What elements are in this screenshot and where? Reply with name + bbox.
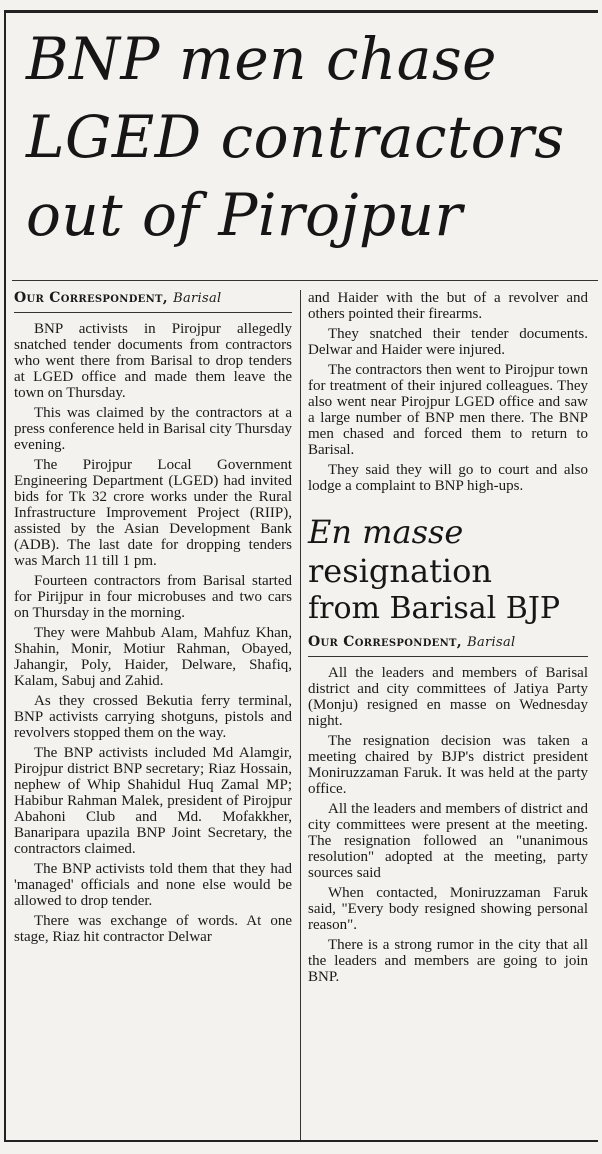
column-divider: [300, 290, 301, 1140]
story2-paragraph: There is a strong rumor in the city that all the leaders and members are going to join BNP.: [308, 937, 588, 985]
top-rule: [4, 10, 598, 13]
headline-line-1: BNP men chase: [26, 25, 497, 93]
story1-paragraph: Fourteen contractors from Barisal started for Pirijpur in four microbuses and two cars on Thursday in the morning.: [14, 573, 292, 621]
story2-headline: [308, 512, 588, 628]
story1-column-left: [14, 290, 292, 949]
story2-byline: [308, 634, 588, 650]
story1-paragraph-continued: The contractors then went to Pirojpur town for treatment of their injured colleagues. They also went near Pirojpur LGED office and saw a large number of BNP men there. The BNP men chased and forced them to return to Barisal.: [308, 362, 588, 458]
story1-paragraph: The BNP activists included Md Alamgir, Pirojpur district BNP secretary; Riaz Hossain, nephew of Whip Shahidul Huq Zamal MP; Habibur Rahman Malek, president of Pirojpur Abahoni Club and Md. Mofakkher, Banaripara upazila BNP Joint Secretary, the contractors claimed.: [14, 745, 292, 857]
story2-paragraph: All the leaders and members of district and city committees were present at the meeting. The resignation followed an "unanimous resolution" adopted at the meeting, party sources said: [308, 801, 588, 881]
story1-paragraph: The Pirojpur Local Government Engineering Department (LGED) had invited bids for Tk 32 crore works under the Rural Infrastructure Improvement Project (RIIP), assisted by the Asian Development Bank (ADB). The last date for dropping tenders was March 11 till 1 pm.: [14, 457, 292, 569]
story1-paragraph-continued: They said they will go to court and also lodge a complaint to BNP high-ups.: [308, 462, 588, 494]
story2-byline-place: Barisal: [467, 635, 516, 650]
story2-headline-line-3: from Barisal BJP: [308, 591, 561, 626]
bottom-rule: [4, 1140, 598, 1142]
main-headline: [26, 20, 596, 254]
story1-paragraph: The BNP activists told them that they had 'managed' officials and none else would be allowed to drop tender.: [14, 861, 292, 909]
story2-headline-line-1: En masse: [308, 513, 464, 551]
story1-paragraph-continued: They snatched their tender documents. Delwar and Haider were injured.: [308, 326, 588, 358]
story2-paragraph: When contacted, Moniruzzaman Faruk said, "Every body resigned showing personal reason".: [308, 885, 588, 933]
story2-byline-author: Our Correspondent,: [308, 634, 462, 650]
story2-paragraph: All the leaders and members of Barisal district and city committees of Jatiya Party (Monju) resigned en masse on Wednesday night.: [308, 665, 588, 729]
story1-byline-place: Barisal: [173, 291, 222, 306]
story1-byline: [14, 290, 292, 306]
headline-line-3: out of Pirojpur: [26, 181, 463, 249]
story1-paragraph: As they crossed Bekutia ferry terminal, BNP activists carrying shotguns, pistols and revolvers stopped them on the way.: [14, 693, 292, 741]
story1-paragraph: This was claimed by the contractors at a press conference held in Barisal city Thursday evening.: [14, 405, 292, 453]
story1-paragraph: There was exchange of words. At one stage, Riaz hit contractor Delwar: [14, 913, 292, 945]
story2-byline-rule: [308, 656, 588, 657]
story-column-right: [308, 290, 588, 989]
headline-divider: [12, 280, 598, 281]
story2-paragraph: The resignation decision was taken a meeting chaired by BJP's district president Moniruzzaman Faruk. It was held at the party office.: [308, 733, 588, 797]
story2-headline-line-2: resignation: [308, 552, 493, 590]
story1-paragraph-continued: and Haider with the but of a revolver and others pointed their firearms.: [308, 290, 588, 322]
headline-line-2: LGED contractors: [26, 103, 565, 171]
story1-byline-rule: [14, 312, 292, 313]
story1-paragraph: They were Mahbub Alam, Mahfuz Khan, Shahin, Monir, Motiur Rahman, Obayed, Jahangir, Poly, Haider, Delware, Shafiq, Kalam, Sabuj and Zahid.: [14, 625, 292, 689]
story1-byline-author: Our Correspondent,: [14, 290, 168, 306]
left-border-rule: [4, 10, 6, 1140]
story1-paragraph: BNP activists in Pirojpur allegedly snatched tender documents from contractors who went there from Barisal to drop tenders at LGED office and made them leave the town on Thursday.: [14, 321, 292, 401]
